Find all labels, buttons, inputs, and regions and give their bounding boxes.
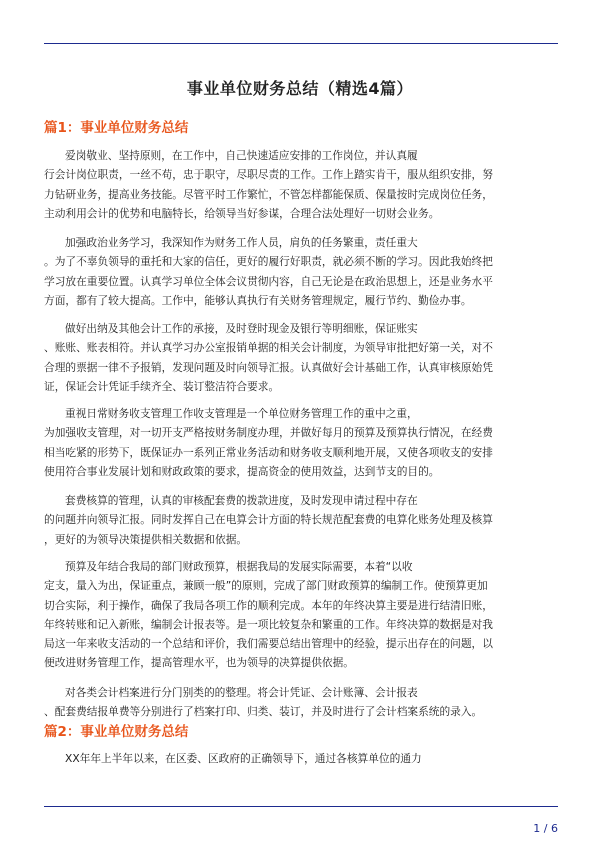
paragraph-line: 定支，量入为出，保证重点，兼顾一般”的原则，完成了部门财政预算的编制工作。使预算更加 [44, 579, 488, 593]
paragraph-line: 套费核算的管理，认真的审核配套费的拨款进度，及时发现申请过程中存在 [65, 494, 418, 507]
section-1-heading: 篇1：事业单位财务总结 [44, 120, 189, 136]
section-1-paragraph-7 [44, 683, 558, 722]
paragraph-line: 主动利用会计的优势和电脑特长，给领导当好参谋，合理合法处理好一切财会业务。 [44, 206, 440, 220]
document-title: 事业单位财务总结（精选4篇） [186, 79, 414, 98]
paragraph-line: 预算及年结合我局的部门财政预算，根据我局的发展实际需要，本着“以收 [65, 560, 413, 573]
paragraph-line: 爱岗敬业、坚持原则，在工作中，自己快速适应安排的工作岗位，并认真履 [65, 149, 418, 162]
paragraph-line: 方面，都有了较大提高。工作中，能够认真执行有关财务管理规定，履行节约、勤俭办事。 [44, 293, 472, 307]
paragraph-line: 对各类会计档案进行分门别类的的整理。将会计凭证、会计账簿、会计报表 [65, 686, 418, 699]
paragraph-line: 、配套费结报单费等分别进行了档案打印、归类、装订，并及时进行了会计档案系统的录入。 [44, 705, 483, 719]
paragraph-line: 为加强收支管理，对一切开支严格按财务制度办理，并做好每月的预算及预算执行情况，在经费 [44, 426, 493, 440]
paragraph-line: 加强政治业务学习，我深知作为财务工作人员，肩负的任务繁重，责任重大 [65, 236, 418, 249]
paragraph-line: 使用符合事业发展计划和财政政策的要求，提高资金的使用效益，达到节支的目的。 [44, 464, 440, 478]
section-1-paragraph-1 [44, 146, 558, 223]
paragraph-line: 局这一年来收支活动的一个总结和评价，我们需要总结出管理中的经验，提示出存在的问题，以 [44, 637, 493, 651]
paragraph-line: 证，保证会计凭证手续齐全、装订整洁符合要求。 [44, 379, 280, 393]
paragraph-line: 学习放在重要位置。认真学习单位全体会议贯彻内容，自己无论是在政治思想上，还是业务水平 [44, 274, 493, 288]
paragraph-line: 切合实际，利于操作，确保了我局各项工作的顺利完成。本年的年终决算主要是进行结清旧账， [44, 598, 493, 612]
paragraph-line: 合理的票据一律不予报销，发现问题及时向领导汇报。认真做好会计基础工作，认真审核原始凭 [44, 360, 493, 374]
paragraph-line: 便改进财务管理工作，提高管理水平，也为领导的决算提供依据。 [44, 656, 354, 670]
section-1-paragraph-2 [44, 233, 558, 310]
section-2-heading: 篇2：事业单位财务总结 [44, 724, 189, 740]
paragraph-line: 重视日常财务收支管理工作收支管理是一个单位财务管理工作的重中之重， [65, 407, 418, 420]
paragraph-line: 。为了不辜负领导的重托和大家的信任，更好的履行好职责，就必须不断的学习。因此我始终把 [44, 255, 493, 269]
paragraph-line: 行会计岗位职责，一丝不苟，忠于职守，尽职尽责的工作。工作上踏实肯干，服从组织安排，努 [44, 168, 493, 182]
section-1-paragraph-5 [44, 491, 558, 549]
section-1-paragraph-4 [44, 404, 558, 481]
paragraph-line: 相当吃紧的形势下，既保证办一系列正常业务活动和财务收支顺利地开展，又使各项收支的安排 [44, 445, 493, 459]
paragraph-line: ，更好的为领导决策提供相关数据和依据。 [44, 532, 248, 546]
page-number: 1 / 6 [533, 822, 558, 835]
paragraph-line: 年终转账和记入新账，编制会计报表等。是一项比较复杂和繁重的工作。年终决算的数据是对我 [44, 617, 493, 631]
footer-rule [44, 806, 558, 807]
section-1-paragraph-3 [44, 319, 558, 396]
paragraph-line: 、账账、账表相符。并认真学习办公室报销单据的相关会计制度，为领导审批把好第一关，对不 [44, 341, 493, 355]
header-rule [44, 43, 558, 44]
paragraph-line: 做好出纳及其他会计工作的承接，及时登时现金及银行等明细账，保证账实 [65, 322, 418, 335]
section-1-paragraph-6 [44, 557, 558, 673]
paragraph-line: 的问题并向领导汇报。同时发挥自己在电算会计方面的特长规范配套费的电算化账务处理及核算 [44, 513, 493, 527]
section-2-paragraph-1 [44, 749, 558, 768]
paragraph-line: 力钻研业务，提高业务技能。尽管平时工作繁忙，不管怎样都能保质、保量按时完成岗位任务， [44, 187, 493, 201]
paragraph-line: XX年年上半年以来，在区委、区政府的正确领导下，通过各核算单位的通力 [65, 752, 422, 765]
